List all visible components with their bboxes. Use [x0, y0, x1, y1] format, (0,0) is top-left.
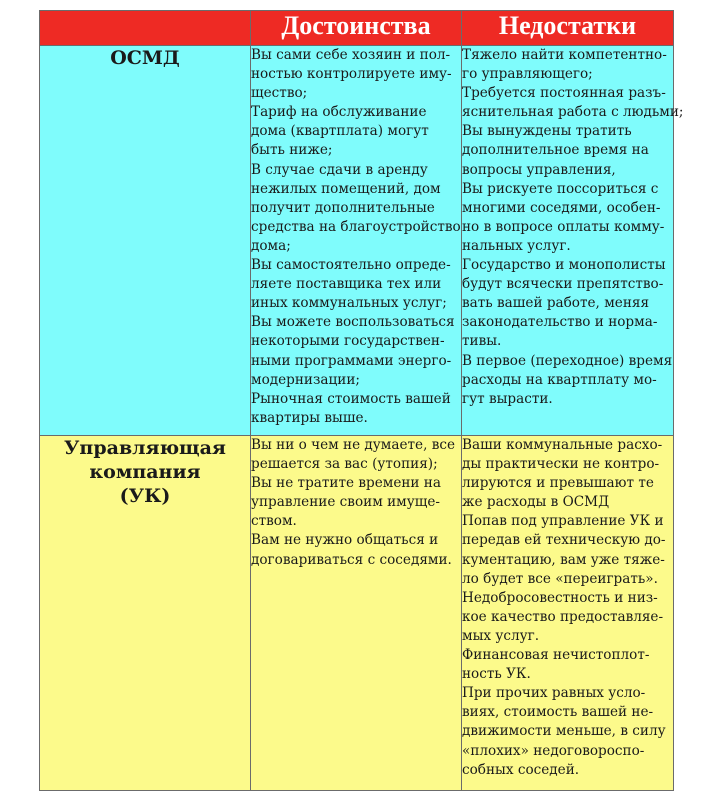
text-line: ность УК.	[462, 666, 531, 683]
text-line: Тариф на обслуживание	[251, 104, 427, 121]
text-line: В случае сдачи в аренду	[251, 161, 428, 178]
text-line: движимости меньше, в силу	[462, 723, 666, 740]
text-line: многими соседями, особен-	[462, 199, 661, 216]
advantages-header: Достоинства	[251, 11, 462, 46]
text-line: Вы можете воспользоваться	[251, 314, 455, 331]
text-line: В первое (переходное) время	[462, 352, 673, 369]
text-line: Недобросовестность и низ-	[462, 589, 658, 606]
text-line: Требуется постоянная разъ-	[462, 85, 666, 102]
disadvantages-header: Недостатки	[462, 11, 674, 46]
text-line: Вы рискуете поссориться с	[462, 180, 659, 197]
text-line: получит дополнительные	[251, 199, 435, 216]
text-line: го управляющего;	[462, 66, 593, 83]
text-line: договариваться с соседями.	[251, 551, 452, 568]
row-label-line: Управляющая	[64, 437, 226, 459]
text-line: «плохих» недоговороспо-	[462, 742, 645, 759]
text-line: гут вырасти.	[462, 390, 553, 407]
text-line: квартиры выше.	[251, 409, 368, 426]
text-line: дома;	[251, 237, 291, 254]
text-line: мых услуг.	[462, 627, 540, 644]
text-line: собных соседей.	[462, 761, 580, 778]
text-line: Попав под управление УК и	[462, 513, 664, 530]
text-line: Тяжело найти компетентно-	[462, 47, 667, 63]
text-line: расходы на квартплату мо-	[462, 371, 657, 388]
comparison-table	[39, 10, 684, 791]
text-line: ством.	[251, 513, 297, 530]
text-line: Вы ни о чем не думаете, все	[251, 437, 456, 453]
uk-label-cell	[40, 436, 251, 791]
text-line: При прочих равных усло-	[462, 685, 646, 702]
text-line: решается за вас (утопия);	[251, 456, 438, 473]
osmd-label-cell	[40, 46, 251, 436]
text-line: ностью контролируете иму-	[251, 66, 452, 83]
text-line: дополнительное время на	[462, 142, 649, 159]
text-line: же расходы в ОСМД	[462, 494, 610, 511]
text-line: ды практически не контро-	[462, 456, 660, 473]
osmd-advantages-cell	[251, 46, 462, 436]
osmd-row	[40, 46, 674, 436]
text-line: модернизации;	[251, 371, 360, 388]
row-label-line: (УК)	[119, 485, 171, 507]
osmd-disadvantages-cell	[462, 46, 684, 436]
text-line: Финансовая нечистоплот-	[462, 647, 650, 664]
text-line: Вы не тратите времени на	[251, 475, 441, 492]
text-line: некоторыми государствен-	[251, 333, 445, 350]
text-line: виях, стоимость вашей не-	[462, 704, 654, 721]
text-line: Рыночная стоимость вашей	[251, 390, 451, 407]
uk-advantages-cell	[251, 436, 462, 791]
text-line: Вам не нужно общаться и	[251, 532, 439, 549]
uk-disadvantages-cell	[462, 436, 674, 791]
text-line: но в вопросе оплаты комму-	[462, 218, 665, 235]
text-line: ляете поставщика тех или	[251, 276, 442, 293]
text-line: иных коммунальных услуг;	[251, 295, 447, 312]
text-line: законодательство и норма-	[462, 314, 658, 331]
text-line: Вы вынуждены тратить	[462, 123, 632, 140]
text-line: Ваши коммунальные расхо-	[462, 437, 663, 453]
text-line: щество;	[251, 85, 308, 102]
text-line: тивы.	[462, 333, 502, 350]
text-line: лируются и превышают те	[462, 475, 654, 492]
row-label-line: ОСМД	[110, 47, 180, 69]
text-line: средства на благоустройство	[251, 218, 461, 235]
text-line: яснительная работа с людьми;	[462, 104, 684, 121]
header-corner-cell	[40, 11, 251, 46]
text-line: передав ей техническую до-	[462, 532, 666, 549]
text-line: вать вашей работе, меняя	[462, 295, 650, 312]
text-line: Вы самостоятельно опреде-	[251, 257, 451, 274]
text-line: кументацию, вам уже тяже-	[462, 551, 665, 568]
text-line: Вы сами себе хозяин и пол-	[251, 47, 451, 63]
text-line: ло будет все «переиграть».	[462, 570, 658, 587]
text-line: вопросы управления,	[462, 161, 616, 178]
header-row	[40, 11, 674, 46]
text-line: нальных услуг.	[462, 237, 571, 254]
text-line: Государство и монополисты	[462, 257, 666, 274]
row-label-line: компания	[89, 461, 201, 483]
text-line: ными программами энерго-	[251, 352, 452, 369]
text-line: нежилых помещений, дом	[251, 180, 441, 197]
uk-row	[40, 436, 674, 791]
text-line: управление своим имуще-	[251, 494, 440, 511]
text-line: кое качество предоставляе-	[462, 608, 664, 625]
text-line: будут всячески препятство-	[462, 276, 664, 293]
text-line: быть ниже;	[251, 142, 333, 159]
text-line: дома (квартплата) могут	[251, 123, 429, 140]
